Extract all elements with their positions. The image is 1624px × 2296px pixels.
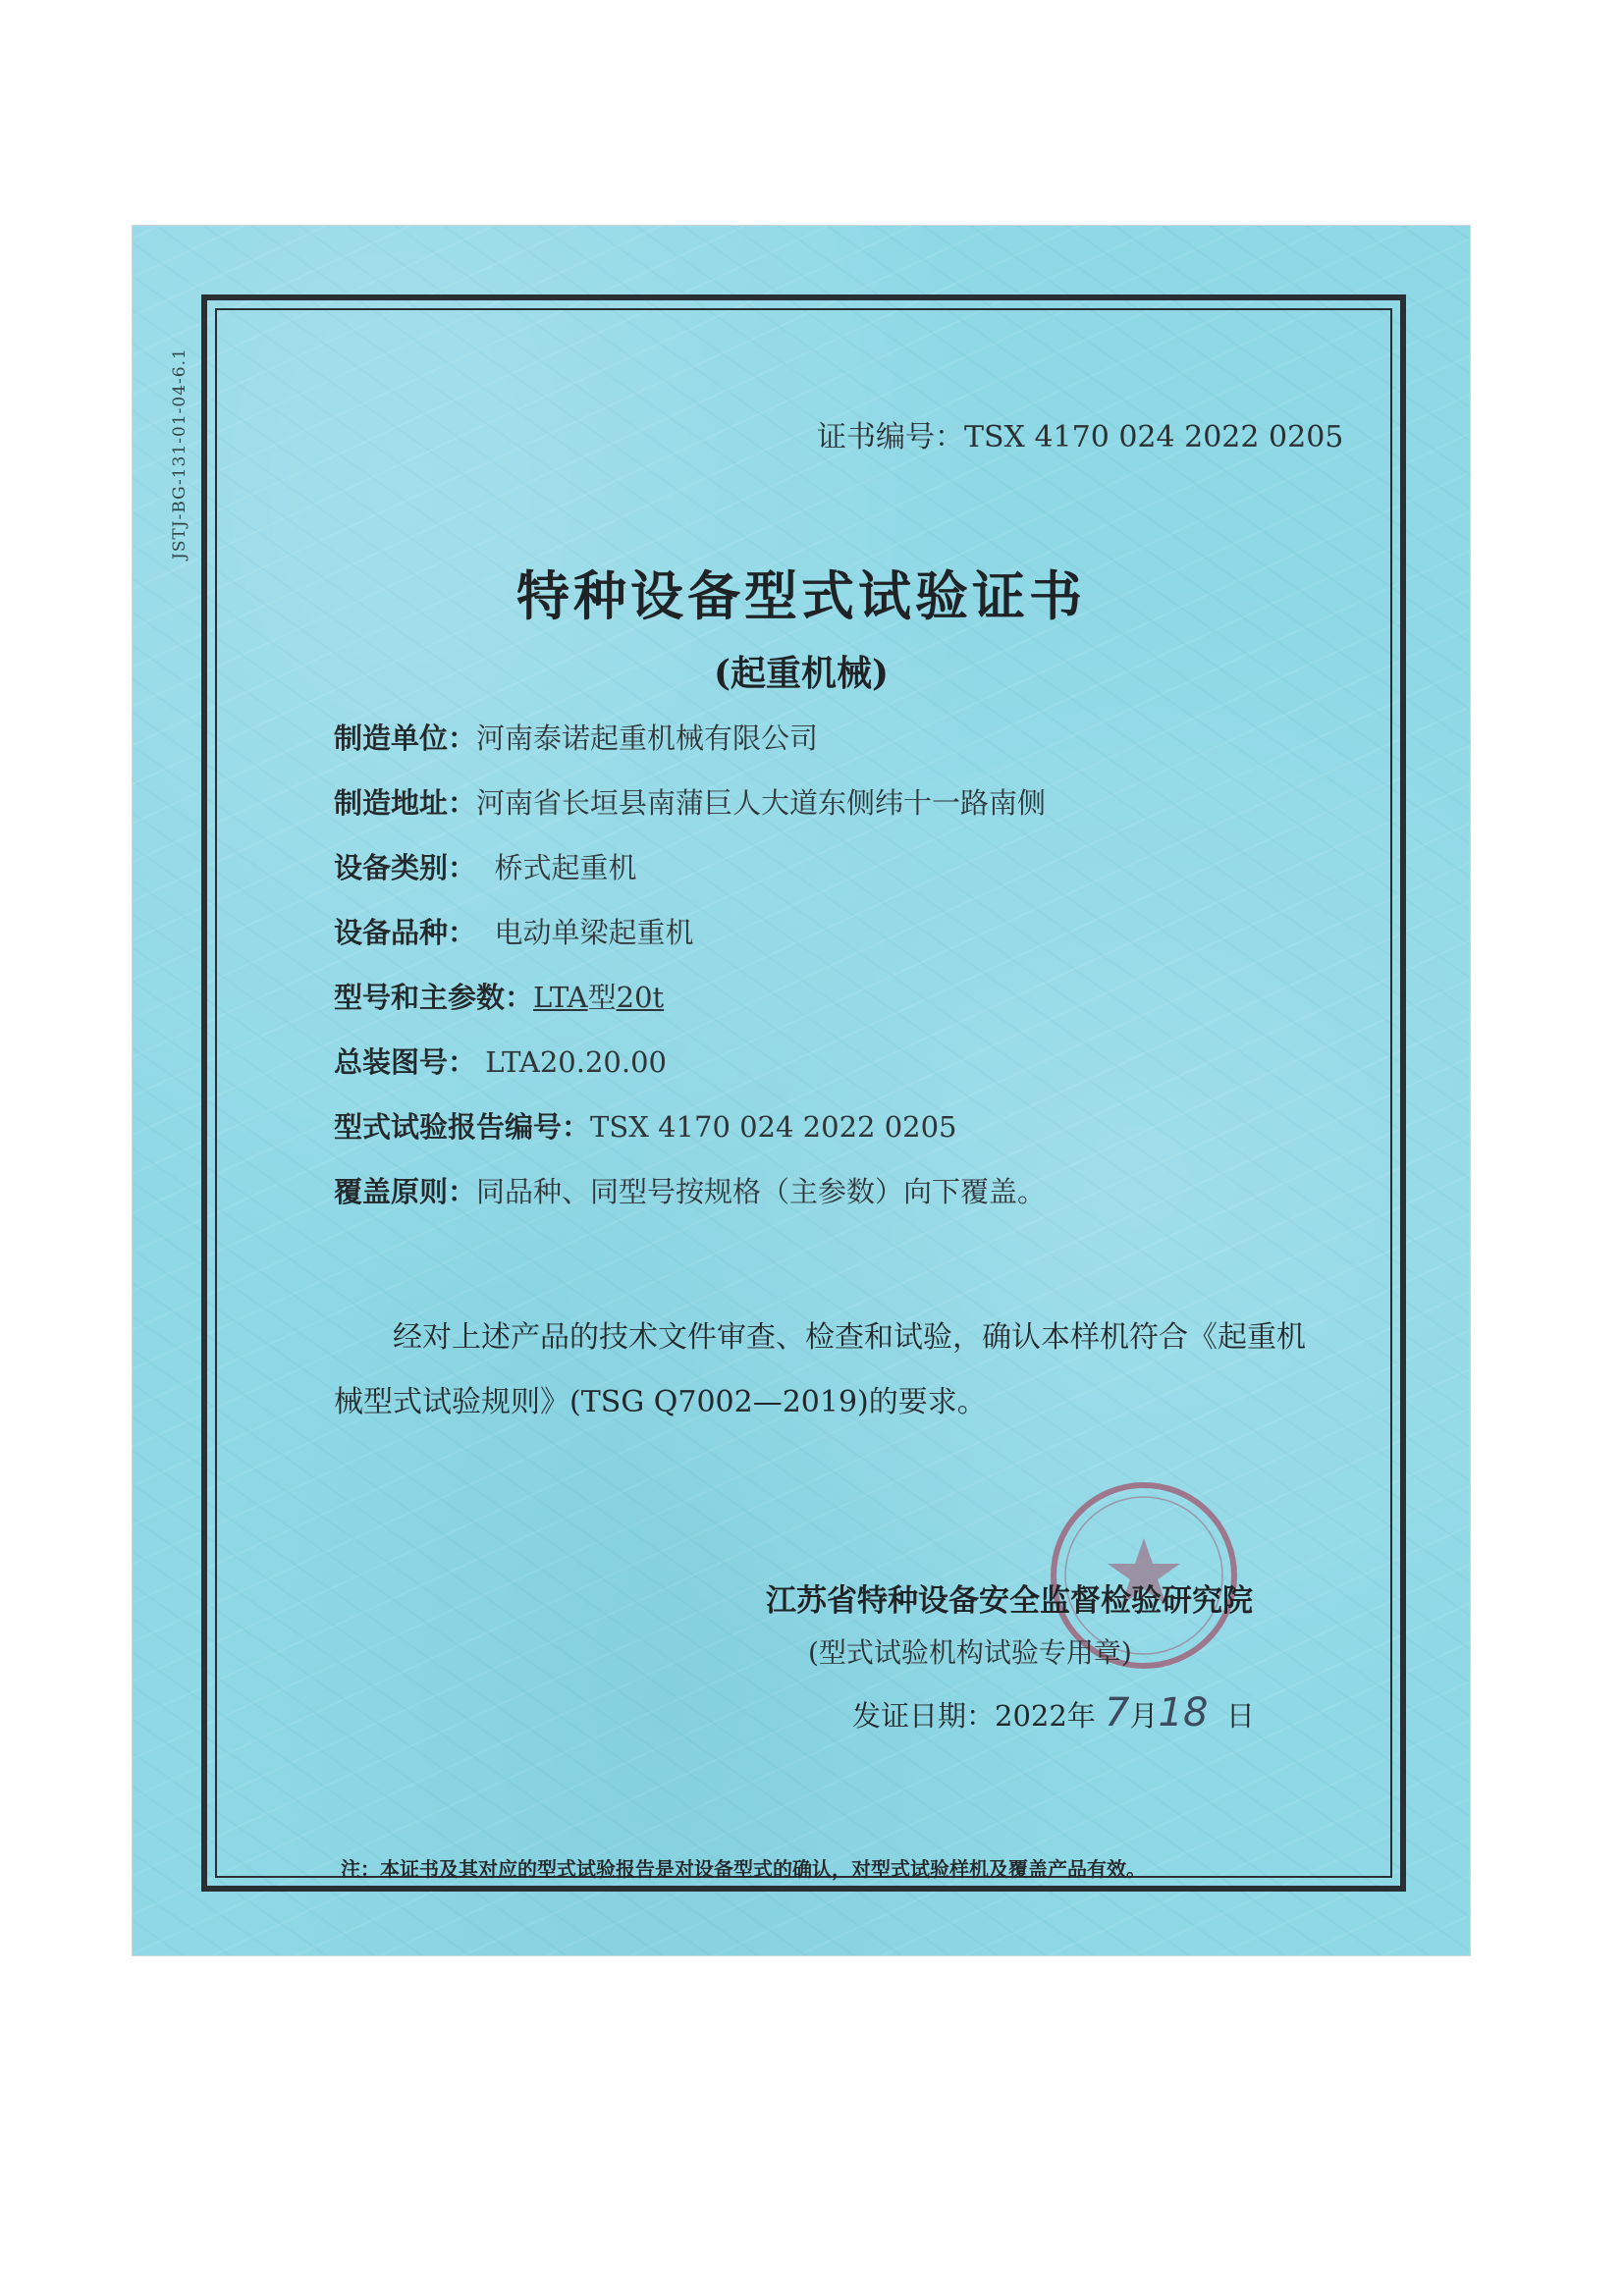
- model-value-part: 型: [587, 981, 617, 1014]
- field-address: [334, 781, 1414, 846]
- field-coverage: [334, 1170, 1414, 1235]
- certificate-subtitle: (起重机械): [713, 653, 890, 694]
- field-variety: [334, 911, 1414, 976]
- field-value: 电动单梁起重机: [494, 916, 694, 949]
- field-label: 总装图号：: [334, 1045, 477, 1079]
- seal-caption: (型式试验机构试验专用章): [808, 1636, 1132, 1669]
- field-list: [334, 717, 1414, 1235]
- field-value: 河南泰诺起重机械有限公司: [476, 721, 819, 755]
- day-unit: 日: [1225, 1699, 1255, 1733]
- model-value-part: LTA: [533, 981, 588, 1014]
- issue-month-handwritten: 7: [1105, 1690, 1130, 1735]
- field-value: 同品种、同型号按规格（主参数）向下覆盖。: [476, 1175, 1047, 1208]
- field-value: TSX 4170 024 2022 0205: [590, 1110, 957, 1144]
- field-report-number: [334, 1105, 1414, 1170]
- field-label: 覆盖原则：: [334, 1175, 477, 1208]
- issue-day-handwritten: 18: [1158, 1690, 1209, 1735]
- footnote: 注：本证书及其对应的型式试验报告是对设备型式的确认，对型式试验样机及覆盖产品有效。: [341, 1857, 1146, 1881]
- field-value: LTA20.20.00: [485, 1045, 667, 1079]
- certificate-title: 特种设备型式试验证书: [516, 564, 1086, 627]
- conformity-statement: 经对上述产品的技术文件审查、检查和试验，确认本样机符合《起重机械型式试验规则》(TSG Q7002—2019)的要求。: [334, 1320, 1306, 1419]
- field-label: 制造单位：: [334, 721, 477, 755]
- field-category: [334, 846, 1414, 911]
- issue-date-label: 发证日期：2022年: [852, 1699, 1096, 1733]
- field-model: [334, 976, 1414, 1041]
- issue-date: [852, 1690, 1255, 1735]
- certificate-sheet: [133, 226, 1470, 1955]
- field-manufacturer: [334, 717, 1414, 781]
- issuing-organization: 江苏省特种设备安全监督检验研究院: [766, 1583, 1253, 1619]
- model-value-part: 20t: [616, 981, 665, 1014]
- month-unit: 月: [1129, 1699, 1159, 1733]
- field-label: 设备品种：: [334, 916, 477, 949]
- field-label: 型号和主参数：: [334, 981, 534, 1014]
- field-label: 型式试验报告编号：: [334, 1110, 591, 1144]
- field-label: 制造地址：: [334, 786, 477, 820]
- certificate-number: 证书编号：TSX 4170 024 2022 0205: [817, 420, 1344, 454]
- field-value: 河南省长垣县南蒲巨人大道东侧纬十一路南侧: [476, 786, 1047, 820]
- field-label: 设备类别：: [334, 851, 477, 884]
- field-drawing-number: [334, 1041, 1414, 1105]
- side-form-code: JSTJ-BG-131-01-04-6.1: [170, 347, 189, 560]
- field-value: 桥式起重机: [494, 851, 637, 884]
